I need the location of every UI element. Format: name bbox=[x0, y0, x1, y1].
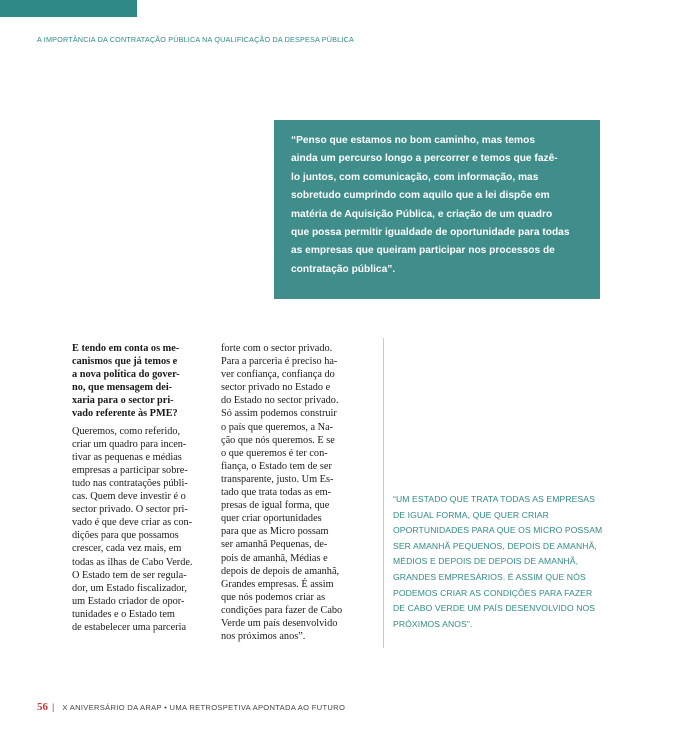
answer-line: presas de igual forma, que bbox=[221, 500, 330, 512]
answer-line: ção que nós queremos. E se bbox=[221, 434, 335, 446]
question-line: E tendo em conta os me- bbox=[72, 343, 180, 354]
question-line: a nova política do gover- bbox=[72, 369, 180, 381]
answer-line: forte com o sector privado. bbox=[221, 343, 333, 354]
answer-line: um Estado criador de opor- bbox=[72, 595, 185, 607]
pull-quote-line: “UM ESTADO QUE TRATA TODAS AS EMPRESAS bbox=[393, 494, 595, 504]
answer-line: condições para fazer de Cabo bbox=[221, 604, 343, 616]
answer-line: crescer, cada vez mais, em bbox=[72, 543, 182, 555]
article-column-left bbox=[72, 342, 206, 634]
interview-question bbox=[72, 342, 206, 421]
answer-line: vado é que deve criar as con- bbox=[72, 517, 193, 529]
answer-line: o que queremos é ter con- bbox=[221, 447, 328, 459]
answer-line: do Estado no sector privado. bbox=[221, 395, 339, 407]
answer-line: todas as ilhas de Cabo Verde. bbox=[72, 556, 193, 568]
running-header-title: A IMPORTÂNCIA DA CONTRATAÇÃO PÚBLICA NA QUALIFICAÇÃO DA DESPESA PÚBLICA bbox=[37, 35, 354, 44]
pull-quote-line: PRÓXIMOS ANOS”. bbox=[393, 618, 473, 629]
question-line: no, que mensagem dei- bbox=[72, 382, 173, 394]
quote-line: sobretudo cumprindo com aquilo que a lei dispõe em bbox=[291, 190, 550, 202]
answer-line: de estabelecer uma parceria bbox=[72, 621, 187, 633]
highlight-quote-box bbox=[274, 120, 600, 299]
pull-quote-line: GRANDES EMPRESÁRIOS. É ASSIM QUE NÓS bbox=[393, 571, 586, 582]
answer-line: cas. Quem deve investir é o bbox=[72, 491, 186, 503]
quote-line: lo juntos, com comunicação, com informação, mas bbox=[291, 171, 539, 183]
question-line: vado referente às PME? bbox=[72, 408, 178, 420]
answer-line: transparente, justo. Um Es- bbox=[221, 473, 334, 485]
answer-line: depois de depois de amanhã, bbox=[221, 565, 340, 577]
answer-line: sector privado no Estado e bbox=[221, 382, 331, 394]
answer-line: pois de amanhã, Médias e bbox=[221, 552, 328, 564]
answer-line: sector privado. O sector pri- bbox=[72, 504, 188, 516]
pull-quote-line: DE IGUAL FORMA, QUE QUER CRIAR bbox=[393, 509, 549, 520]
answer-line: Só assim podemos construir bbox=[221, 408, 337, 420]
answer-line: fiança, o Estado tem de ser bbox=[221, 460, 332, 472]
question-line: canismos que já temos e bbox=[72, 356, 178, 368]
answer-line: tunidades e o Estado tem bbox=[72, 608, 175, 620]
article-column-middle bbox=[221, 342, 361, 643]
answer-line: ver confiança, confiança do bbox=[221, 369, 335, 381]
interview-answer-left bbox=[72, 425, 206, 635]
quote-line: as empresas que queiram participar nos processos de bbox=[291, 245, 555, 257]
quote-line: ainda um percurso longo a percorrer e temos que fazê- bbox=[291, 153, 558, 165]
answer-line: ser amanhã Pequenas, de- bbox=[221, 539, 328, 551]
footer-publication-title: X ANIVERSÁRIO DA ARAP • UMA RETROSPETIVA APONTADA AO FUTURO bbox=[62, 702, 346, 712]
quote-line: “Penso que estamos no bom caminho, mas temos bbox=[291, 135, 535, 146]
answer-line: o país que queremos, a Na- bbox=[221, 421, 334, 433]
header-color-bar bbox=[0, 0, 137, 17]
quote-line: contratação pública”. bbox=[291, 263, 396, 275]
answer-line: que nós podemos criar as bbox=[221, 591, 326, 603]
pull-quote bbox=[393, 492, 603, 632]
answer-line: criar um quadro para incen- bbox=[72, 438, 187, 450]
pull-quote-line: SER AMANHÃ PEQUENOS, DEPOIS DE AMANHÃ, bbox=[393, 540, 597, 551]
answer-line: para que as Micro possam bbox=[221, 526, 329, 538]
page-number: 56 bbox=[37, 701, 48, 713]
column-divider bbox=[383, 338, 384, 648]
answer-line: dições para que possamos bbox=[72, 530, 179, 542]
answer-line: empresas a participar sobre- bbox=[72, 464, 188, 476]
answer-line: tivar as pequenas e médias bbox=[72, 451, 182, 463]
answer-line: tudo nas contratações públi- bbox=[72, 477, 188, 489]
answer-line: O Estado tem de ser regula- bbox=[72, 569, 187, 581]
answer-line: Grandes empresas. É assim bbox=[221, 578, 334, 590]
answer-line: nos próximos anos”. bbox=[221, 631, 306, 643]
quote-line: matéria de Aquisição Pública, e criação de um quadro bbox=[291, 208, 553, 220]
page-footer bbox=[37, 700, 345, 714]
quote-line: que possa permitir igualdade de oportunidade para todas bbox=[291, 227, 570, 239]
pull-quote-line: MÉDIOS E DEPOIS DE DEPOIS DE AMANHÃ, bbox=[393, 556, 579, 567]
pull-quote-line: DE CABO VERDE UM PAÍS DESENVOLVIDO NOS bbox=[393, 603, 596, 614]
answer-line: tado que trata todas as em- bbox=[221, 487, 332, 499]
answer-line: dor, um Estado fiscalizador, bbox=[72, 582, 187, 594]
answer-line: Para a parceria é preciso ha- bbox=[221, 356, 338, 368]
footer-separator: | bbox=[52, 702, 55, 712]
pull-quote-line: OPORTUNIDADES PARA QUE OS MICRO POSSAM bbox=[393, 525, 603, 536]
highlight-quote-text bbox=[291, 132, 588, 279]
answer-line: Verde um país desenvolvido bbox=[221, 617, 338, 629]
answer-line: quer criar oportunidades bbox=[221, 513, 322, 525]
answer-line: Queremos, como referido, bbox=[72, 425, 181, 437]
pull-quote-line: PODEMOS CRIAR AS CONDIÇÕES PARA FAZER bbox=[393, 587, 593, 598]
question-line: xaria para o sector pri- bbox=[72, 395, 174, 407]
